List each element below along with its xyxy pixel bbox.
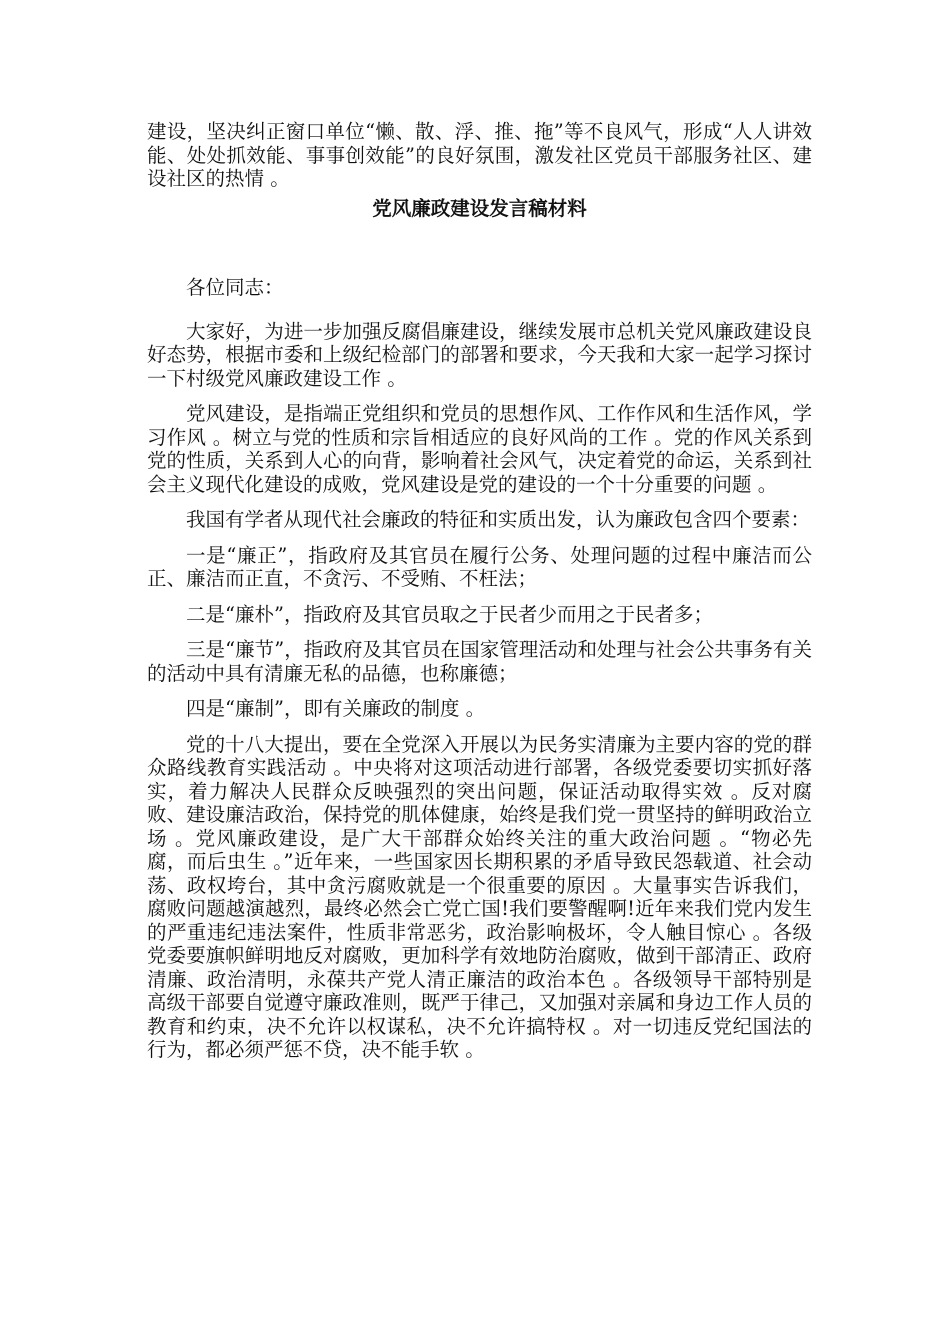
salutation: 各位同志： bbox=[186, 276, 284, 299]
paragraph-party-style: 党风建设，是指端正党组织和党员的思想作风、工作作风和生活作风，学习作风 。树立与党的性质和宗旨相适应的良好风尚的工作 。党的作风关系到党的性质，关系到人心的向背，影响着社会风气，决定着党的命运，关系到社会主义现代化建设的成败，党风建设是党的建设的一个十分重要的问题 。 bbox=[147, 402, 812, 496]
paragraph-eighteenth-congress: 党的十八大提出，要在全党深入开展以为民务实清廉为主要内容的党的群众路线教育实践活动 。中央将对这项活动进行部署，各级党委要切实抓好落实，着力解决人民群众反映强烈的突出问题，保证活动取得实效 。反对腐败、建设廉洁政治，保持党的肌体健康，始终是我们党一贯坚持的鲜明政治立场 。党风廉政建设，是广大干部群众始终关注的重大政治问题 。“物必先腐，而后虫生 。”近年来，一些国家因长期积累的矛盾导致民怨载道、社会动荡、政权垮台，其中贪污腐败就是一个很重要的原因 。大量事实告诉我们，腐败问题越演越烈，最终必然会亡党亡国!我们要警醒啊!近年来我们党内发生的严重违纪违法案件，性质非常恶劣，政治影响极坏，令人触目惊心 。各级党委要旗帜鲜明地反对腐败，更加科学有效地防治腐败，做到干部清正、政府清廉、政治清明，永葆共产党人清正廉洁的政治本色 。各级领导干部特别是高级干部要自觉遵守廉政准则，既严于律己，又加强对亲属和身边工作人员的教育和约束，决不允许以权谋私，决不允许搞特权 。对一切违反党纪国法的行为，都必须严惩不贷，决不能手软 。 bbox=[147, 732, 812, 1061]
paragraph-element-3: 三是“廉节”，指政府及其官员在国家管理活动和处理与社会公共事务有关的活动中具有清廉无私的品德，也称廉德； bbox=[147, 638, 812, 685]
paragraph-element-2: 二是“廉朴”，指政府及其官员取之于民者少而用之于民者多； bbox=[186, 602, 713, 626]
document-page bbox=[147, 120, 812, 1074]
paragraph-four-elements: 我国有学者从现代社会廉政的特征和实质出发，认为廉政包含四个要素： bbox=[186, 508, 811, 531]
paragraph-element-1: 一是“廉正”，指政府及其官员在履行公务、处理问题的过程中廉洁而公正、廉洁而正直，不贪污、不受贿、不枉法； bbox=[147, 543, 812, 590]
intro-fragment: 建设，坚决纠正窗口单位“懒、散、浮、推、拖”等不良风气，形成“人人讲效能、处处抓效能、事事创效能”的良好氛围，激发社区党员干部服务社区、建设社区的热情 。 bbox=[147, 120, 812, 190]
paragraph-element-4: 四是“廉制”，即有关廉政的制度 。 bbox=[186, 697, 486, 720]
paragraph-opening: 大家好，为进一步加强反腐倡廉建设，继续发展市总机关党风廉政建设良好态势，根据市委和上级纪检部门的部署和要求，今天我和大家一起学习探讨一下村级党风廉政建设工作 。 bbox=[147, 319, 812, 390]
document-title: 党风廉政建设发言稿材料 bbox=[372, 196, 587, 220]
